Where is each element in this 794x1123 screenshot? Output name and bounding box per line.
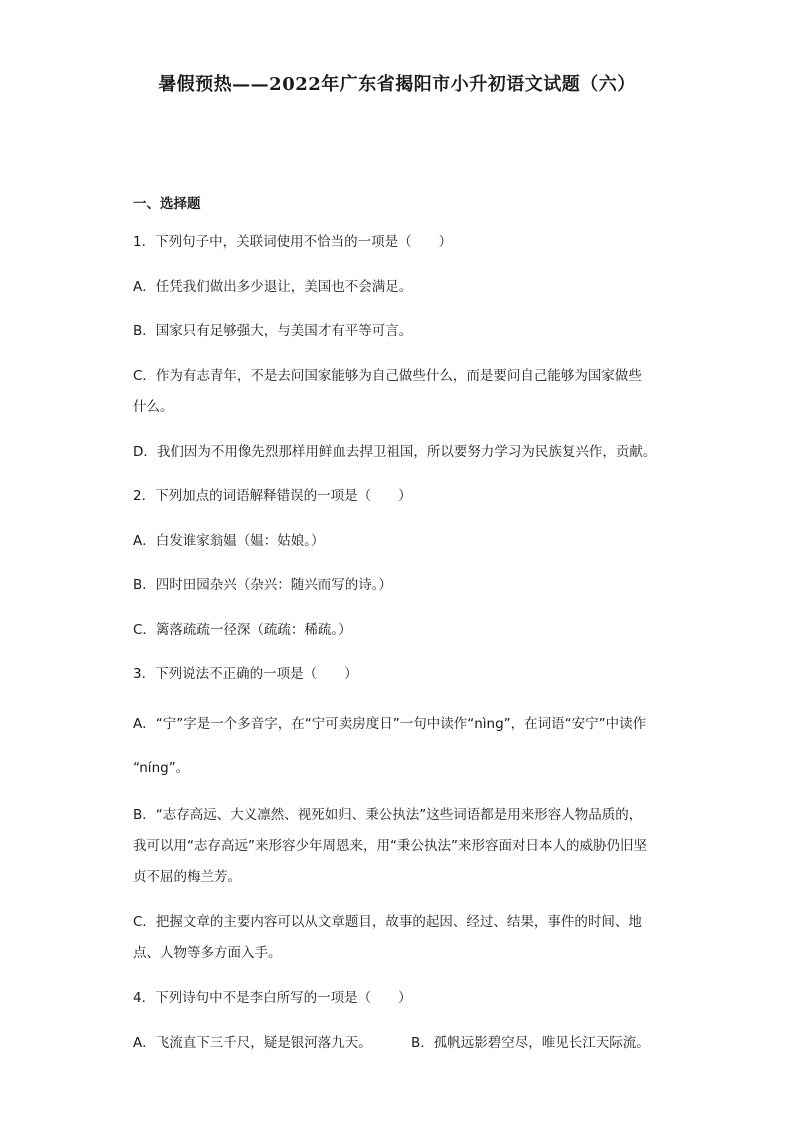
question-1-option-d: D．我们因为不用像先烈那样用鲜血去捍卫祖国，所以要努力学习为民族复兴作，贡献。 bbox=[133, 444, 657, 460]
question-3-option-a-cont: “níng”。 bbox=[133, 760, 190, 776]
question-2-stem: 2．下列加点的词语解释错误的一项是（ ） bbox=[133, 488, 412, 504]
question-3-option-a: A．“宁”字是一个多音字，在“宁可卖房度日”一句中读作“nìng”，在词语“安宁”中读作 bbox=[133, 716, 647, 732]
question-2-option-c: C．篱落疏疏一径深（疏疏：稀疏。） bbox=[133, 622, 352, 638]
question-4-option-b: B．孤帆远影碧空尽，唯见长江天际流。 bbox=[411, 1035, 650, 1051]
question-4-option-a: A．飞流直下三千尺，疑是银河落九天。 bbox=[133, 1035, 372, 1051]
question-2-option-b: B．四时田园杂兴（杂兴：随兴而写的诗。） bbox=[133, 577, 393, 593]
question-3-option-c-cont: 点、人物等多方面入手。 bbox=[133, 945, 282, 961]
question-3-stem: 3．下列说法不正确的一项是（ ） bbox=[133, 666, 358, 682]
question-1-stem: 1．下列句子中，关联词使用不恰当的一项是（ ） bbox=[133, 234, 453, 250]
question-3-option-c: C．把握文章的主要内容可以从文章题目，故事的起因、经过、结果，事件的时间、地 bbox=[133, 914, 642, 930]
question-3-option-b: B．“志存高远、大义凛然、视死如归、秉公执法”这些词语都是用来形容人物品质的， bbox=[133, 807, 643, 823]
question-1-option-b: B．国家只有足够强大，与美国才有平等可言。 bbox=[133, 323, 413, 339]
section-heading: 一、选择题 bbox=[133, 196, 201, 212]
question-3-option-b-cont: 我可以用“志存高远”来形容少年周恩来，用“秉公执法”来形容面对日本人的威胁仍旧坚 bbox=[133, 838, 647, 854]
question-1-option-c-cont: 什么。 bbox=[133, 399, 174, 415]
question-1-option-c: C．作为有志青年，不是去问国家能够为自己做些什么，而是要问自己能够为国家做些 bbox=[133, 368, 642, 384]
question-1-option-a: A．任凭我们做出多少退让，美国也不会满足。 bbox=[133, 279, 413, 295]
question-3-option-b-cont2: 贞不屈的梅兰芳。 bbox=[133, 869, 241, 885]
page-title: 暑假预热——2022年广东省揭阳市小升初语文试题（六） bbox=[158, 74, 636, 95]
question-4-stem: 4．下列诗句中不是李白所写的一项是（ ） bbox=[133, 990, 412, 1006]
question-2-option-a: A．白发谁家翁媪（媪：姑娘。） bbox=[133, 533, 325, 549]
